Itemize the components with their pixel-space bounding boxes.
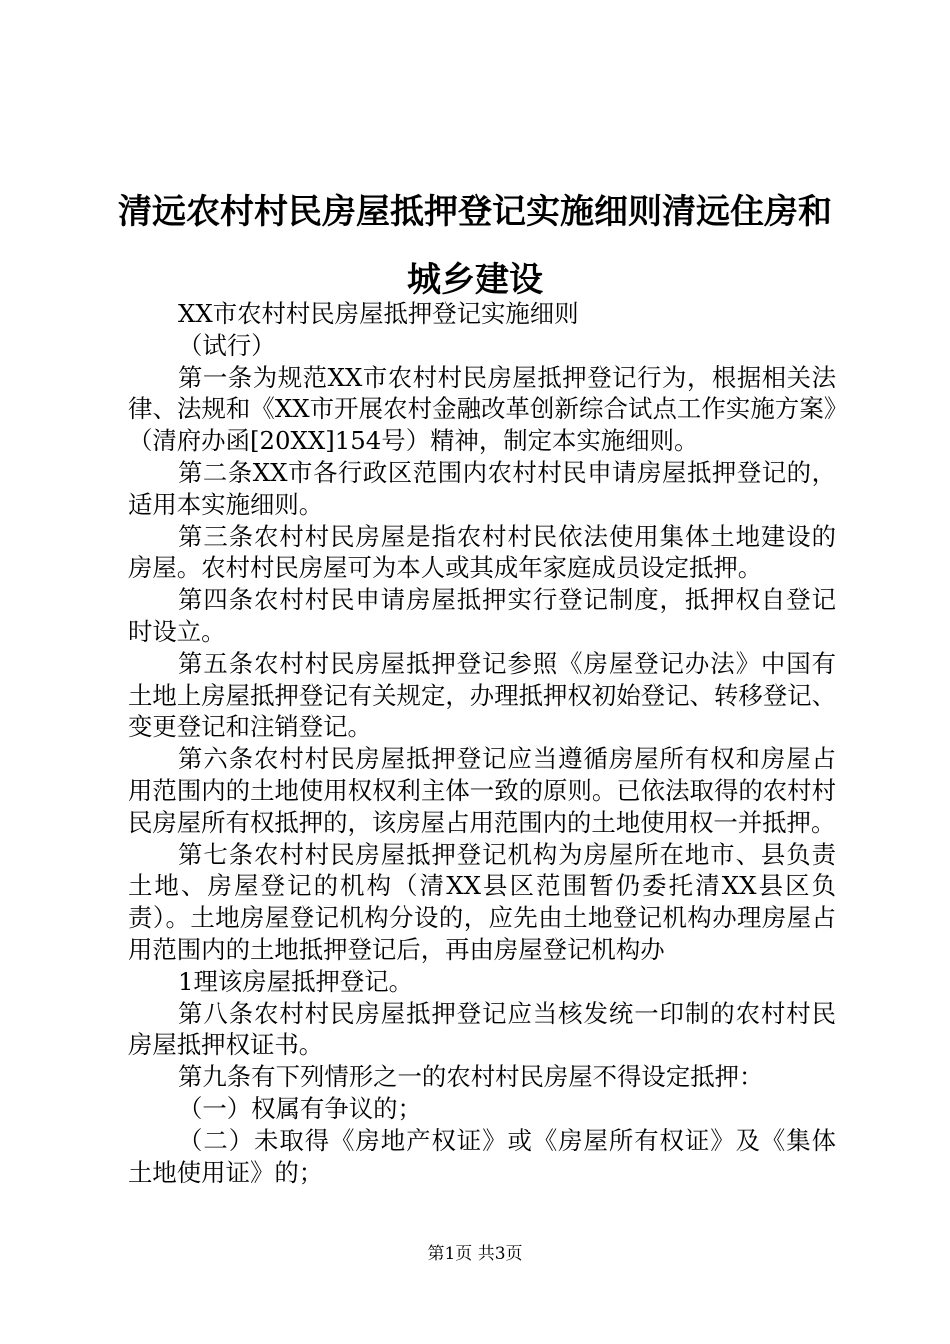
document-body bbox=[128, 298, 836, 1188]
article-2: 第二条XX市各行政区范围内农村村民申请房屋抵押登记的，适用本实施细则。 bbox=[128, 457, 836, 519]
article-6: 第六条农村村民房屋抵押登记应当遵循房屋所有权和房屋占用范围内的土地使用权权利主体一致的原则。已依法取得的农村村民房屋所有权抵押的，该房屋占用范围内的土地使用权一并抵押。 bbox=[128, 744, 836, 837]
article-7-continued: 1理该房屋抵押登记。 bbox=[178, 966, 414, 996]
trial-note: （试行） bbox=[178, 330, 276, 360]
article-9-item-1: （一）权属有争议的； bbox=[178, 1093, 422, 1123]
article-1: 第一条为规范XX市农村村民房屋抵押登记行为，根据相关法律、法规和《XX市开展农村金融改革创新综合试点工作实施方案》（清府办函[20XX]154号）精神，制定本实施细则。 bbox=[128, 362, 836, 456]
article-3: 第三条农村村民房屋是指农村村民依法使用集体土地建设的房屋。农村村民房屋可为本人或其成年家庭成员设定抵押。 bbox=[128, 521, 836, 583]
subtitle-line: XX市农村村民房屋抵押登记实施细则 bbox=[178, 299, 579, 328]
page-footer: 第1页 共3页 bbox=[427, 1244, 523, 1264]
article-7: 第七条农村村民房屋抵押登记机构为房屋所在地市、县负责土地、房屋登记的机构（清XX县区范围暂仍委托清XX县区负责）。土地房屋登记机构分设的，应先由土地登记机构办理房屋占用范围内的土地抵押登记后，再由房屋登记机构办 bbox=[128, 839, 836, 964]
document-title: 清远农村村民房屋抵押登记实施细则清远住房和城乡建设 bbox=[118, 192, 832, 300]
article-8: 第八条农村村民房屋抵押登记应当核发统一印制的农村村民房屋抵押权证书。 bbox=[128, 998, 836, 1060]
article-4: 第四条农村村民申请房屋抵押实行登记制度，抵押权自登记时设立。 bbox=[128, 585, 836, 646]
article-9: 第九条有下列情形之一的农村村民房屋不得设定抵押： bbox=[178, 1062, 764, 1092]
article-5: 第五条农村村民房屋抵押登记参照《房屋登记办法》中国有土地上房屋抵押登记有关规定，办理抵押权初始登记、转移登记、变更登记和注销登记。 bbox=[128, 648, 836, 742]
article-9-item-2: （二）未取得《房地产权证》或《房屋所有权证》及《集体土地使用证》的； bbox=[128, 1125, 836, 1187]
